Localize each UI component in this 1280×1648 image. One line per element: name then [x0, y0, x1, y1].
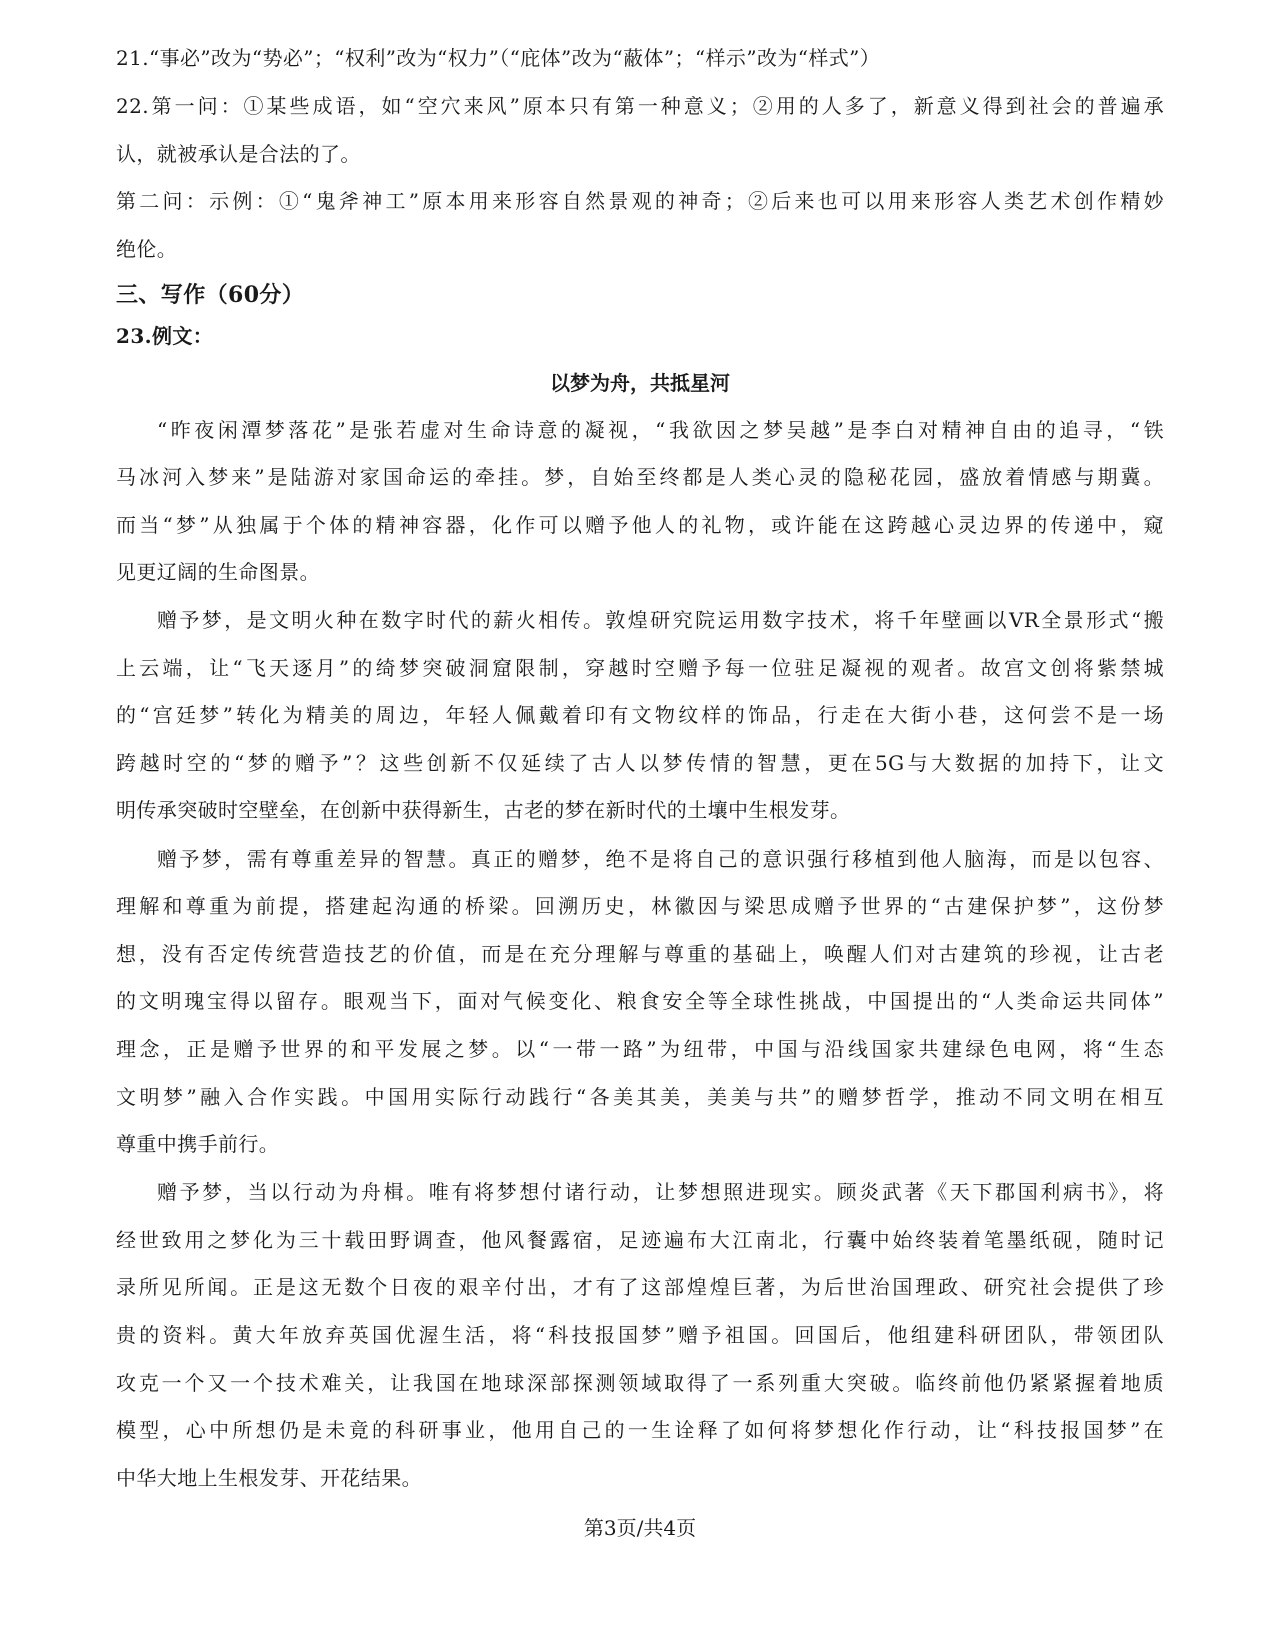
essay-p3-line-1: 赠予梦，需有尊重差异的智慧。真正的赠梦，绝不是将自己的意识强行移植到他人脑海，而是以包容、: [157, 847, 1164, 871]
answer-22-line-4: 绝伦。: [116, 237, 178, 261]
essay-p1-line-2: 马冰河入梦来”是陆游对家国命运的牵挂。梦，自始至终都是人类心灵的隐秘花园，盛放着情感与期冀。: [116, 465, 1164, 489]
page-number: 第3页/共4页: [583, 1516, 697, 1540]
essay-p2-line-3: 的“宫廷梦”转化为精美的周边，年轻人佩戴着印有文物纹样的饰品，行走在大街小巷，这何尝不是一场: [116, 703, 1164, 727]
answer-21: 21.“事必”改为“势必”；“权利”改为“权力”（“庇体”改为“蔽体”；“样示”改为“样式”）: [116, 46, 881, 70]
essay-p3-line-4: 的文明瑰宝得以留存。眼观当下，面对气候变化、粮食安全等全球性挑战，中国提出的“人类命运共同体”: [116, 989, 1164, 1013]
answer-22-line-1: 22.第一问：①某些成语，如“空穴来风”原本只有第一种意义；②用的人多了，新意义得到社会的普遍承: [116, 94, 1164, 118]
essay-p2-line-2: 上云端，让“飞天逐月”的绮梦突破洞窟限制，穿越时空赠予每一位驻足凝视的观者。故宫文创将紫禁城: [116, 656, 1164, 680]
essay-p4-line-1: 赠予梦，当以行动为舟楫。唯有将梦想付诸行动，让梦想照进现实。顾炎武著《天下郡国利病书》，将: [157, 1180, 1164, 1204]
answer-22-line-3: 第二问：示例：①“鬼斧神工”原本用来形容自然景观的神奇；②后来也可以用来形容人类艺术创作精妙: [116, 189, 1164, 213]
essay-p2-line-4: 跨越时空的“梦的赠予”？这些创新不仅延续了古人以梦传情的智慧，更在5G与大数据的加持下，让文: [116, 751, 1164, 775]
essay-p4-line-5: 攻克一个又一个技术难关，让我国在地球深部探测领域取得了一系列重大突破。临终前他仍紧紧握着地质: [116, 1371, 1164, 1395]
essay-p1-line-3: 而当“梦”从独属于个体的精神容器，化作可以赠予他人的礼物，或许能在这跨越心灵边界的传递中，窥: [116, 513, 1164, 537]
essay-p4-line-2: 经世致用之梦化为三十载田野调查，他风餐露宿，足迹遍布大江南北，行囊中始终装着笔墨纸砚，随时记: [116, 1228, 1164, 1252]
essay-p3-line-6: 文明梦”融入合作实践。中国用实际行动践行“各美其美，美美与共”的赠梦哲学，推动不同文明在相互: [116, 1085, 1164, 1109]
essay-p3-line-5: 理念，正是赠予世界的和平发展之梦。以“一带一路”为纽带，中国与沿线国家共建绿色电网，将“生态: [116, 1037, 1164, 1061]
essay-p3-line-7: 尊重中携手前行。: [116, 1132, 280, 1156]
essay-p3-line-2: 理解和尊重为前提，搭建起沟通的桥梁。回溯历史，林徽因与梁思成赠予世界的“古建保护梦”，这份梦: [116, 894, 1164, 918]
essay-p4-line-7: 中华大地上生根发芽、开花结果。: [116, 1466, 422, 1490]
question-23-label: 23.例文：: [116, 324, 214, 348]
essay-p1-line-4: 见更辽阔的生命图景。: [116, 560, 320, 584]
essay-p3-line-3: 想，没有否定传统营造技艺的价值，而是在充分理解与尊重的基础上，唤醒人们对古建筑的珍视，让古老: [116, 942, 1164, 966]
section-heading-writing: 三、写作（60分）: [116, 282, 305, 308]
essay-p2-line-1: 赠予梦，是文明火种在数字时代的薪火相传。敦煌研究院运用数字技术，将千年壁画以VR全景形式“搬: [157, 608, 1164, 632]
essay-p2-line-5: 明传承突破时空壁垒，在创新中获得新生，古老的梦在新时代的土壤中生根发芽。: [116, 798, 851, 822]
essay-p4-line-4: 贵的资料。黄大年放弃英国优渥生活，将“科技报国梦”赠予祖国。回国后，他组建科研团队，带领团队: [116, 1323, 1164, 1347]
essay-p1-line-1: “昨夜闲潭梦落花”是张若虚对生命诗意的凝视，“我欲因之梦吴越”是李白对精神自由的追寻，“铁: [157, 418, 1164, 442]
answer-22-line-2: 认，就被承认是合法的了。: [116, 142, 361, 166]
essay-p4-line-3: 录所见所闻。正是这无数个日夜的艰辛付出，才有了这部煌煌巨著，为后世治国理政、研究社会提供了珍: [116, 1275, 1164, 1299]
essay-title: 以梦为舟，共抵星河: [550, 371, 730, 395]
essay-p4-line-6: 模型，心中所想仍是未竟的科研事业，他用自己的一生诠释了如何将梦想化作行动，让“科技报国梦”在: [116, 1418, 1164, 1442]
